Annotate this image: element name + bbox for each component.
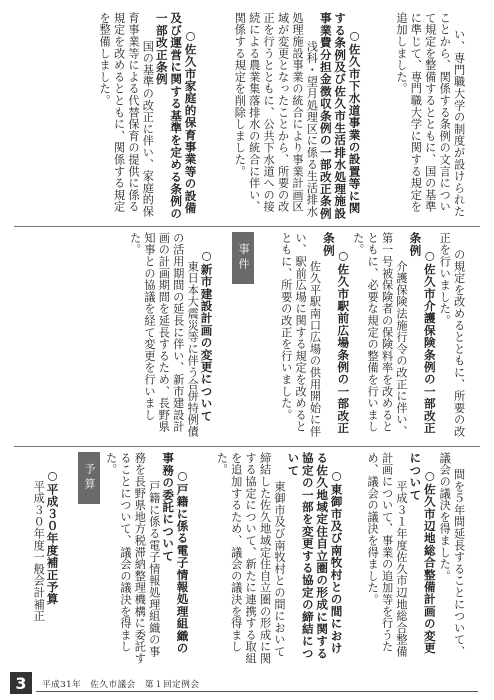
- body-text: 東御市及び南牧村との間において締結した佐久地域定住自立圏の形成に関する協定について、新たに連携する取組を追加するため、議会の議決を得ました。: [215, 452, 286, 665]
- body-text: 介護保険法施行令の改正に伴い、第一号被保険者の保険料率を改めるとともに、必要な規定の整備を行いました。: [351, 232, 408, 438]
- row-divider: [14, 446, 480, 447]
- section-heading: ○平成３０年度補正予算: [45, 468, 60, 606]
- body-text: 平成３０年度一般会計補正: [32, 468, 46, 623]
- footer-rule: [36, 691, 478, 692]
- section-heading: ○新市建設計画の変更について: [199, 248, 214, 422]
- section-heading: ○佐久市家庭的保育事業等の設備及び運営に関する基準を定める条例の一部改正条例: [154, 12, 198, 220]
- section-heading: ○佐久市辺地総合整備計画の変更について: [408, 452, 437, 655]
- body-text: 東日本大震災等に伴う合併特例債の活用期間の延長に伴い、新市建設計画の計画期間を延長するため、長野県知事との協議を経て変更を行いました。: [128, 232, 200, 438]
- page-number: 3: [10, 672, 32, 694]
- body-text: 戸籍に係る電子情報処理組織の事務を長野県地方税滞納整理機構に委託することについて、議会の議決を得ました。: [104, 452, 161, 665]
- section-heading: ○東御市及び南牧村との間における佐久地域定住自立圏の形成に関する協定の一部を変更する協定の締結について: [286, 452, 344, 660]
- body-text: の規定を改めるとともに、所要の改正を行いました。: [438, 232, 466, 438]
- page-footer: [0, 670, 494, 700]
- body-text: 国の基準の改正に伴い、家庭的保育事業等による代替保育の提供に係る規定を改めるとともに、関係する規定を整備しました。: [98, 12, 155, 218]
- body-text: 佐久平駅南口広場の供用開始に伴い、駅前広場に関する規定を改めるとともに、所要の改正を行いました。: [279, 232, 322, 438]
- text-column: [380, 12, 480, 222]
- text-column: [104, 452, 204, 666]
- body-text: 間を５年間延長することについて、議会の議決を得ました。: [438, 452, 466, 658]
- section-tag-case: 事件: [232, 232, 254, 284]
- text-column: [262, 232, 480, 442]
- section-heading: ○佐久市介護保険条例の一部改正条例: [408, 232, 437, 435]
- row-divider: [14, 226, 480, 227]
- body-text: い、専門職大学の制度が設けられたことから、関係する条例の文言について規定を整備するとともに、国の基準に準じて、専門職大学に関する規定を追加しました。: [394, 12, 466, 218]
- text-column: [362, 452, 480, 666]
- text-column: [14, 12, 212, 222]
- footer-text: 平成31年 佐久市議会 第１回定例会: [42, 680, 200, 690]
- section-heading: ○佐久市下水道事業の設置等に関する条例及び佐久市生活排水処理施設事業費分担金徴収条例の一部改正条例: [318, 12, 362, 220]
- section-heading: ○戸籍に係る電子情報処理組織の事務の委託について: [161, 452, 190, 655]
- section-tag-budget: 予算: [78, 452, 100, 504]
- text-column: [14, 452, 74, 666]
- text-column: [14, 232, 228, 442]
- section-heading: ○佐久市駅前広場条例の一部改正条例: [321, 232, 351, 435]
- text-column: [208, 452, 358, 666]
- body-text: 浅科・望月処理区に係る生活排水処理施設事業の統合により事業計画区域が変更となったことから、所要の改正を行うとともに、公共下水道への接続による農業集落排水の統合に伴い、関係する規定を削除しました。: [233, 12, 319, 218]
- text-column: [216, 12, 376, 222]
- body-text: 平成３１年度佐久市辺地総合整備計画について、事業の追加等を行うため、議会の議決を得ました。: [366, 452, 408, 658]
